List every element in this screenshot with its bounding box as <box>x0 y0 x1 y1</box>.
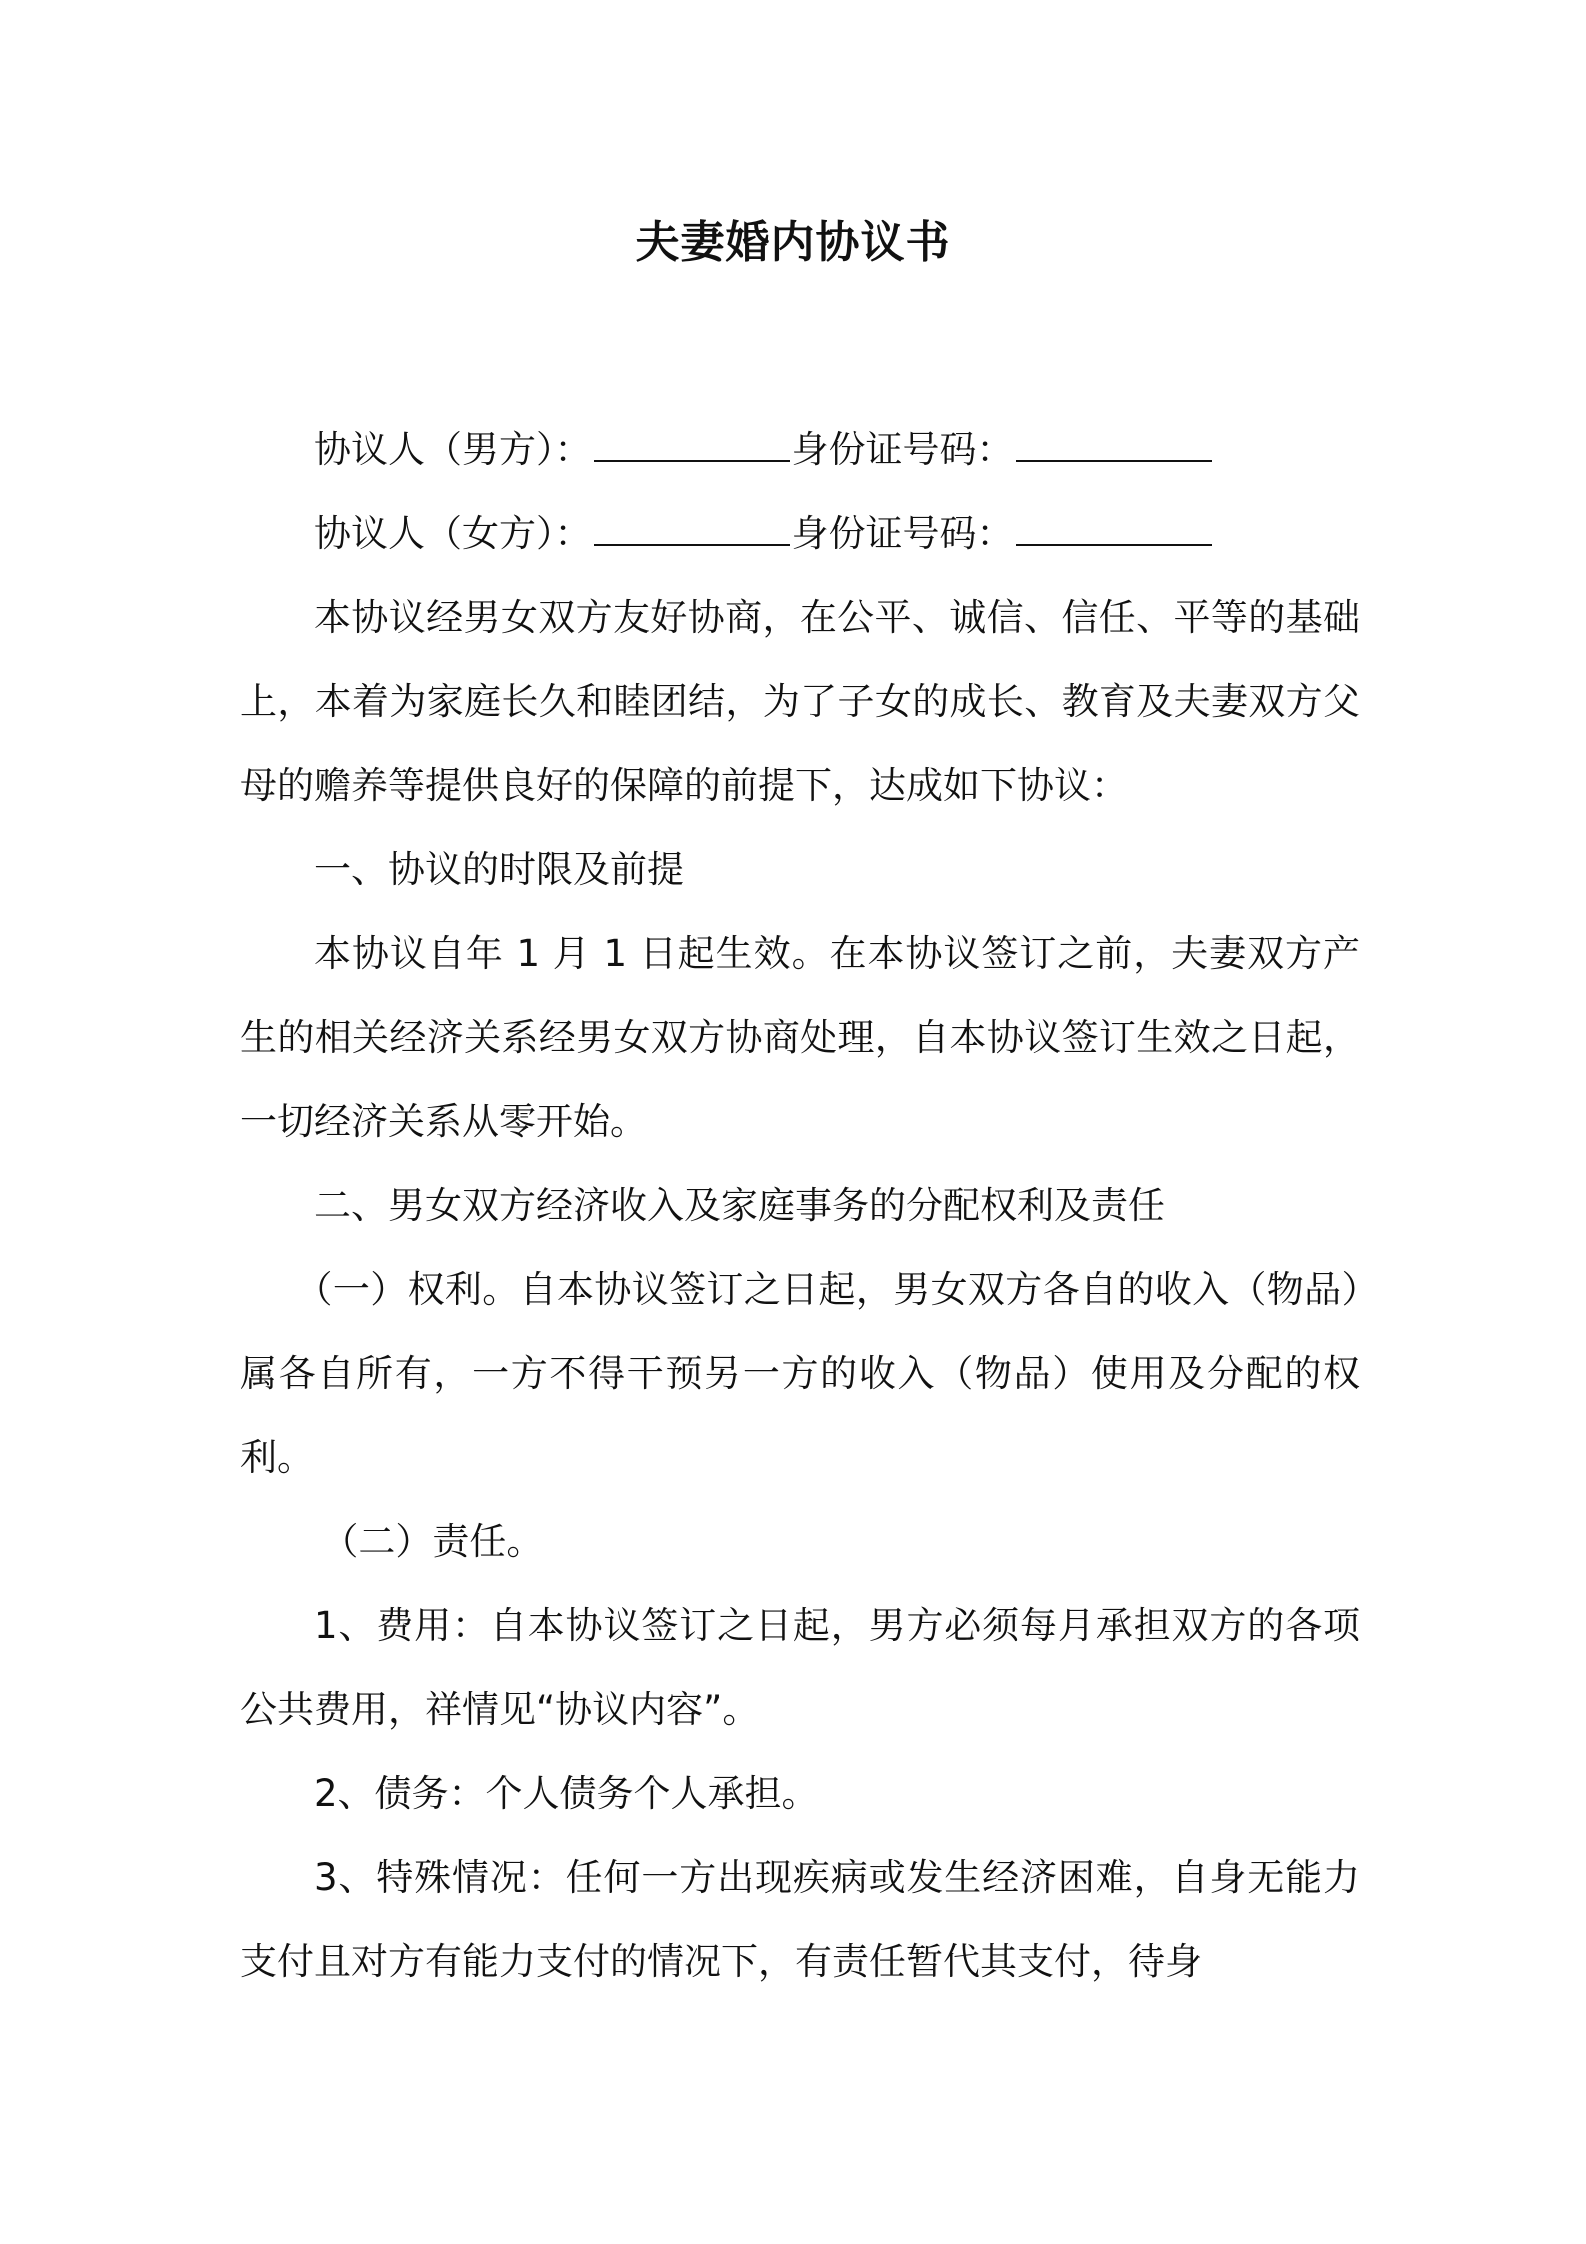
intro-paragraph: 本协议经男女双方友好协商，在公平、诚信、信任、平等的基础上，本着为家庭长久和睦团结，为了子女的成长、教育及夫妻双方父母的赡养等提供良好的保障的前提下，达成如下协议： <box>240 596 1360 807</box>
party-line-female <box>240 492 1360 576</box>
section-1-body: 本协议自年 1 月 1 日起生效。在本协议签订之前，夫妻双方产生的相关经济关系经男女双方协商处理，自本协议签订生效之日起，一切经济关系从零开始。 <box>240 932 1360 1143</box>
name-blank-male <box>594 459 790 462</box>
party-label-female: 协议人（女方）： <box>314 512 592 555</box>
party-line-male <box>240 408 1360 492</box>
id-blank-male <box>1016 459 1212 462</box>
duty-3-paragraph: 3、特殊情况：任何一方出现疾病或发生经济困难，自身无能力支付且对方有能力支付的情况下，有责任暂代其支付，待身 <box>240 1856 1360 1983</box>
id-label-female: 身份证号码： <box>791 512 1014 555</box>
duty-1-paragraph: 1、费用：自本协议签订之日起，男方必须每月承担双方的各项公共费用，祥情见“协议内容”。 <box>240 1604 1360 1731</box>
section-1-heading: 一、协议的时限及前提 <box>314 848 684 891</box>
document-body <box>240 408 1360 2004</box>
rights-paragraph: （一）权利。自本协议签订之日起，男女双方各自的收入（物品）属各自所有，一方不得干预另一方的收入（物品）使用及分配的权利。 <box>240 1268 1360 1479</box>
id-blank-female <box>1016 543 1212 546</box>
document-title: 夫妻婚内协议书 <box>635 217 951 268</box>
duty-2-paragraph: 2、债务：个人债务个人承担。 <box>314 1772 819 1815</box>
duties-heading: （二）责任。 <box>321 1520 544 1563</box>
party-label-male: 协议人（男方）： <box>314 428 592 471</box>
id-label-male: 身份证号码： <box>791 428 1014 471</box>
section-2-heading: 二、男女双方经济收入及家庭事务的分配权利及责任 <box>314 1184 1165 1227</box>
name-blank-female <box>594 543 790 546</box>
